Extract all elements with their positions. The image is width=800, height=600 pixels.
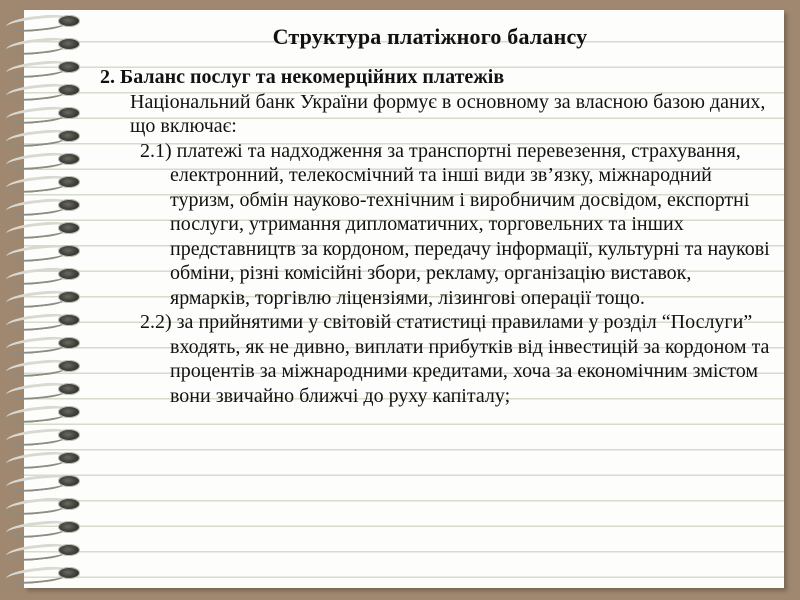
list-item-2-2: 2.2) за прийнятими у світовій статистиці правилами у розділ “Послуги” входять, як не дивно, виплати прибутків від інвестицій за кордоном та процентів за міжнародними кредитами, хоча за економічним змістом вони звичайно ближчі до руху капіталу; (140, 311, 770, 407)
section-heading: 2. Баланс послуг та некомерційних платежів (100, 66, 505, 88)
list-item-2-1: 2.1) платежі та надходження за транспортні перевезення, страхування, електронний, телекосмічний та інші види зв’язку, міжнародний туризм, обмін науково-технічним і виробничим досвідом, експортні послуги, утримання дипломатичних, торговельних та інших представництв за кордоном, передачу інформації, культурні та наукові обміни, різні комісійні збори, рекламу, організацію виставок, ярмарків, торгівлю ліцензіями, лізингові операції тощо. (140, 139, 770, 309)
intro-paragraph: Національний банк України формує в основному за власною базою даних, що включає: (130, 90, 766, 137)
slide-title: Структура платіжного балансу (272, 24, 588, 49)
slide-content (100, 65, 770, 408)
